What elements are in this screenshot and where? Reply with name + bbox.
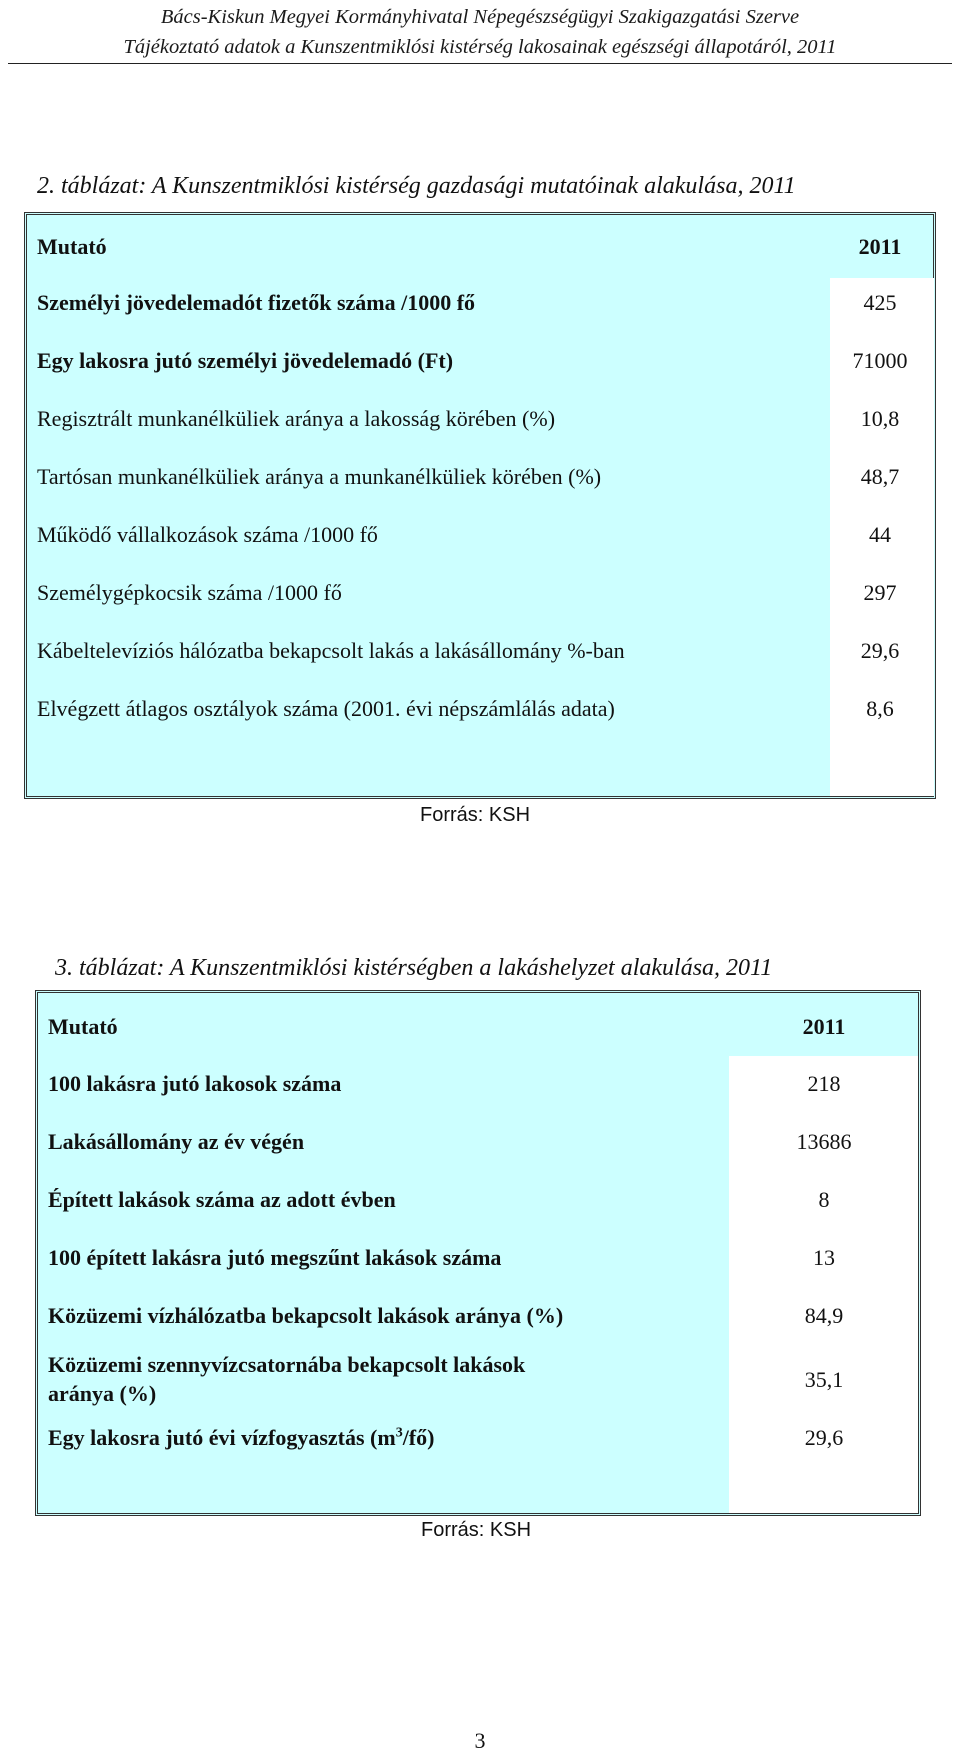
- table-row: [27, 278, 933, 336]
- row-value: 48,7: [860, 464, 900, 489]
- table-row: [38, 1346, 918, 1412]
- page-number: 3: [474, 1728, 486, 1753]
- table-row: [38, 1114, 918, 1172]
- housing-indicators-table: [35, 990, 921, 1516]
- row-label: Épített lakások száma az adott évben: [48, 1187, 396, 1212]
- row-label: Egy lakosra jutó személyi jövedelemadó (Ft): [37, 348, 454, 373]
- table-row: [27, 626, 933, 684]
- column-header-year: 2011: [858, 234, 902, 259]
- row-label-line-2: aránya (%): [48, 1381, 157, 1406]
- row-label: Elvégzett átlagos osztályok száma (2001. évi népszámlálás adata): [37, 696, 615, 721]
- row-label: Személyi jövedelemadót fizetők száma /1000 fő: [37, 290, 476, 315]
- row-value: 218: [807, 1071, 841, 1096]
- table-row: [27, 452, 933, 510]
- row-value: 297: [863, 580, 897, 605]
- table-row: [38, 1230, 918, 1288]
- row-value: 13: [813, 1245, 835, 1270]
- table2-caption: 3. táblázat: A Kunszentmiklósi kistérségben a lakáshelyzet alakulása, 2011: [55, 955, 773, 981]
- header-line-2: Tájékoztató adatok a Kunszentmiklósi kistérség lakosainak egészségi állapotáról, 2011: [123, 36, 837, 58]
- row-label: Kábeltelevíziós hálózatba bekapcsolt lakás a lakásállomány %-ban: [37, 638, 625, 663]
- table-row: [27, 394, 933, 452]
- row-value: 29,6: [804, 1425, 844, 1450]
- row-label: Működő vállalkozások száma /1000 fő: [37, 522, 378, 547]
- page-header: [0, 2, 960, 62]
- table-row: [27, 568, 933, 626]
- table2-source: Forrás: KSH: [421, 1519, 532, 1541]
- row-value: 425: [863, 290, 897, 315]
- row-label: Regisztrált munkanélküliek aránya a lakosság körében (%): [37, 406, 556, 431]
- table-row: [38, 1288, 918, 1346]
- row-label-superscript: 3: [395, 1425, 403, 1441]
- row-value: 44: [869, 522, 891, 547]
- table-row: [27, 336, 933, 394]
- row-label: Személygépkocsik száma /1000 fő: [37, 580, 342, 605]
- table-row: [27, 510, 933, 568]
- header-divider: [8, 63, 952, 64]
- row-label: Tartósan munkanélküliek aránya a munkanélküliek körében (%): [37, 464, 602, 489]
- row-value: 29,6: [860, 638, 900, 663]
- row-value: 35,1: [804, 1367, 844, 1392]
- header-line-1: Bács-Kiskun Megyei Kormányhivatal Népegészségügyi Szakigazgatási Szerve: [160, 6, 800, 28]
- table-header-row: [38, 993, 918, 1056]
- row-value: 13686: [796, 1129, 852, 1154]
- row-value: 84,9: [804, 1303, 844, 1328]
- row-label-suffix: /fő): [402, 1425, 435, 1450]
- column-header-indicator: Mutató: [37, 234, 107, 259]
- table-row: [27, 684, 933, 742]
- row-label: [48, 1424, 434, 1451]
- row-label: Lakásállomány az év végén: [48, 1129, 305, 1154]
- table-row: [38, 1172, 918, 1230]
- table-row: [38, 1412, 918, 1470]
- row-label-line-1: Közüzemi szennyvízcsatornába bekapcsolt lakások: [48, 1352, 526, 1377]
- row-value: 8,6: [866, 696, 894, 721]
- column-header-year: 2011: [802, 1014, 846, 1039]
- table1-caption: 2. táblázat: A Kunszentmiklósi kistérség gazdasági mutatóinak alakulása, 2011: [37, 173, 796, 199]
- row-value: 10,8: [860, 406, 900, 431]
- row-value: 71000: [852, 348, 908, 373]
- row-label: Közüzemi vízhálózatba bekapcsolt lakások aránya (%): [48, 1303, 564, 1328]
- row-label: [48, 1350, 525, 1408]
- row-label-text: Egy lakosra jutó évi vízfogyasztás (m: [48, 1425, 396, 1450]
- economic-indicators-table: [24, 212, 936, 799]
- row-value: 8: [818, 1187, 830, 1212]
- table-header-row: [27, 215, 933, 278]
- column-header-indicator: Mutató: [48, 1014, 118, 1039]
- row-label: 100 lakásra jutó lakosok száma: [48, 1071, 342, 1096]
- table1-source: Forrás: KSH: [420, 804, 531, 826]
- row-label: 100 épített lakásra jutó megszűnt lakások száma: [48, 1245, 502, 1270]
- table-row: [38, 1056, 918, 1114]
